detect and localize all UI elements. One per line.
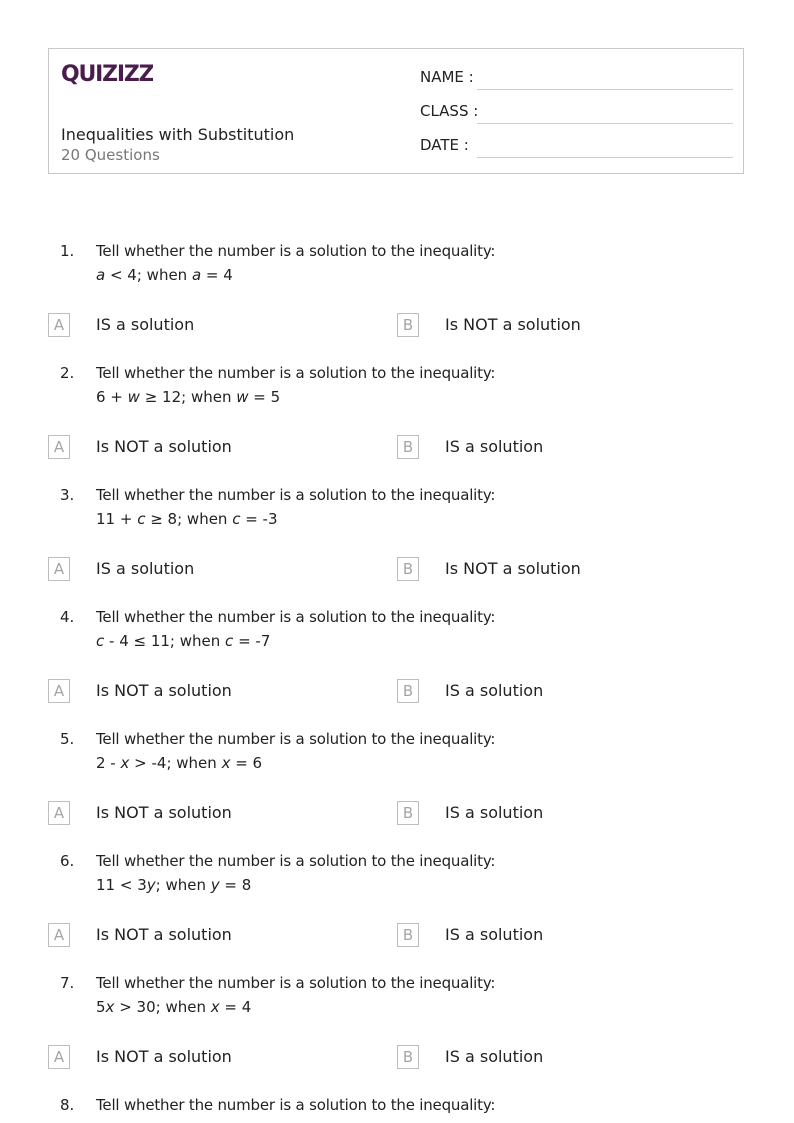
- expression-part: ≥ 8; when: [145, 510, 233, 528]
- variable: a: [191, 266, 202, 284]
- question-expression: [96, 388, 280, 406]
- question-number: 6.: [60, 852, 75, 870]
- question-prompt: Tell whether the number is a solution to the inequality:: [96, 1096, 496, 1114]
- expression-part: = -7: [233, 632, 271, 650]
- question-prompt: Tell whether the number is a solution to the inequality:: [96, 486, 496, 504]
- option-b-box[interactable]: B: [397, 801, 419, 825]
- option-a-box[interactable]: A: [48, 557, 70, 581]
- variable: y: [146, 876, 156, 894]
- option-a-text[interactable]: Is NOT a solution: [96, 681, 232, 700]
- question-number: 1.: [60, 242, 75, 260]
- option-b-box[interactable]: B: [397, 435, 419, 459]
- option-a-box[interactable]: A: [48, 923, 70, 947]
- question-prompt: Tell whether the number is a solution to the inequality:: [96, 242, 496, 260]
- name-label: NAME :: [420, 68, 474, 86]
- expression-part: = 4: [219, 998, 252, 1016]
- expression-part: > 30; when: [114, 998, 211, 1016]
- option-b-text[interactable]: IS a solution: [445, 925, 544, 944]
- variable: c: [225, 632, 234, 650]
- question-number: 5.: [60, 730, 75, 748]
- question-number: 2.: [60, 364, 75, 382]
- variable: y: [210, 876, 220, 894]
- option-b-box[interactable]: B: [397, 313, 419, 337]
- expression-part: 11 +: [96, 510, 138, 528]
- expression-part: 6 +: [96, 388, 128, 406]
- variable: c: [137, 510, 146, 528]
- expression-part: 5: [96, 998, 106, 1016]
- variable: c: [232, 510, 241, 528]
- option-a-text[interactable]: IS a solution: [96, 315, 195, 334]
- date-field[interactable]: [477, 157, 733, 158]
- expression-part: = 6: [230, 754, 263, 772]
- expression-part: = 4: [201, 266, 233, 284]
- name-field[interactable]: [477, 89, 733, 90]
- question-number: 3.: [60, 486, 75, 504]
- option-a-box[interactable]: A: [48, 679, 70, 703]
- option-b-box[interactable]: B: [397, 679, 419, 703]
- variable: x: [120, 754, 130, 772]
- expression-part: - 4 ≤ 11; when: [104, 632, 226, 650]
- variable: x: [221, 754, 231, 772]
- variable: w: [236, 388, 249, 406]
- expression-part: ; when: [155, 876, 211, 894]
- expression-part: = 8: [219, 876, 252, 894]
- option-b-text[interactable]: Is NOT a solution: [445, 559, 581, 578]
- option-a-box[interactable]: A: [48, 1045, 70, 1069]
- question-expression: [96, 510, 278, 528]
- option-b-text[interactable]: IS a solution: [445, 437, 544, 456]
- worksheet-header: [48, 48, 744, 174]
- worksheet-title: Inequalities with Substitution: [61, 125, 295, 144]
- question-expression: [96, 266, 233, 284]
- option-b-text[interactable]: Is NOT a solution: [445, 315, 581, 334]
- variable: a: [96, 266, 106, 284]
- expression-part: = 5: [248, 388, 281, 406]
- option-b-box[interactable]: B: [397, 923, 419, 947]
- option-a-text[interactable]: Is NOT a solution: [96, 437, 232, 456]
- question-number: 7.: [60, 974, 75, 992]
- option-a-box[interactable]: A: [48, 435, 70, 459]
- question-expression: [96, 632, 270, 650]
- option-b-text[interactable]: IS a solution: [445, 681, 544, 700]
- question-number: 8.: [60, 1096, 75, 1114]
- question-count: 20 Questions: [61, 146, 160, 164]
- variable: x: [210, 998, 220, 1016]
- quizizz-logo: [61, 57, 153, 89]
- variable: c: [96, 632, 105, 650]
- class-field[interactable]: [477, 123, 733, 124]
- option-a-text[interactable]: Is NOT a solution: [96, 1047, 232, 1066]
- question-prompt: Tell whether the number is a solution to the inequality:: [96, 364, 496, 382]
- option-a-text[interactable]: Is NOT a solution: [96, 925, 232, 944]
- expression-part: ≥ 12; when: [139, 388, 237, 406]
- expression-part: > -4; when: [129, 754, 222, 772]
- option-b-text[interactable]: IS a solution: [445, 1047, 544, 1066]
- question-prompt: Tell whether the number is a solution to the inequality:: [96, 852, 496, 870]
- question-expression: [96, 876, 251, 894]
- svg-text:QUIZIZZ: QUIZIZZ: [61, 62, 153, 87]
- option-a-text[interactable]: IS a solution: [96, 559, 195, 578]
- variable: x: [105, 998, 115, 1016]
- question-prompt: Tell whether the number is a solution to the inequality:: [96, 730, 496, 748]
- question-prompt: Tell whether the number is a solution to the inequality:: [96, 608, 496, 626]
- question-prompt: Tell whether the number is a solution to the inequality:: [96, 974, 496, 992]
- question-expression: [96, 754, 262, 772]
- expression-part: = -3: [240, 510, 278, 528]
- option-b-text[interactable]: IS a solution: [445, 803, 544, 822]
- variable: w: [127, 388, 140, 406]
- expression-part: 2 -: [96, 754, 121, 772]
- option-a-box[interactable]: A: [48, 313, 70, 337]
- question-expression: [96, 998, 251, 1016]
- expression-part: 11 < 3: [96, 876, 147, 894]
- class-label: CLASS :: [420, 102, 479, 120]
- option-a-text[interactable]: Is NOT a solution: [96, 803, 232, 822]
- question-number: 4.: [60, 608, 75, 626]
- expression-part: < 4; when: [105, 266, 192, 284]
- option-a-box[interactable]: A: [48, 801, 70, 825]
- option-b-box[interactable]: B: [397, 1045, 419, 1069]
- option-b-box[interactable]: B: [397, 557, 419, 581]
- date-label: DATE :: [420, 136, 469, 154]
